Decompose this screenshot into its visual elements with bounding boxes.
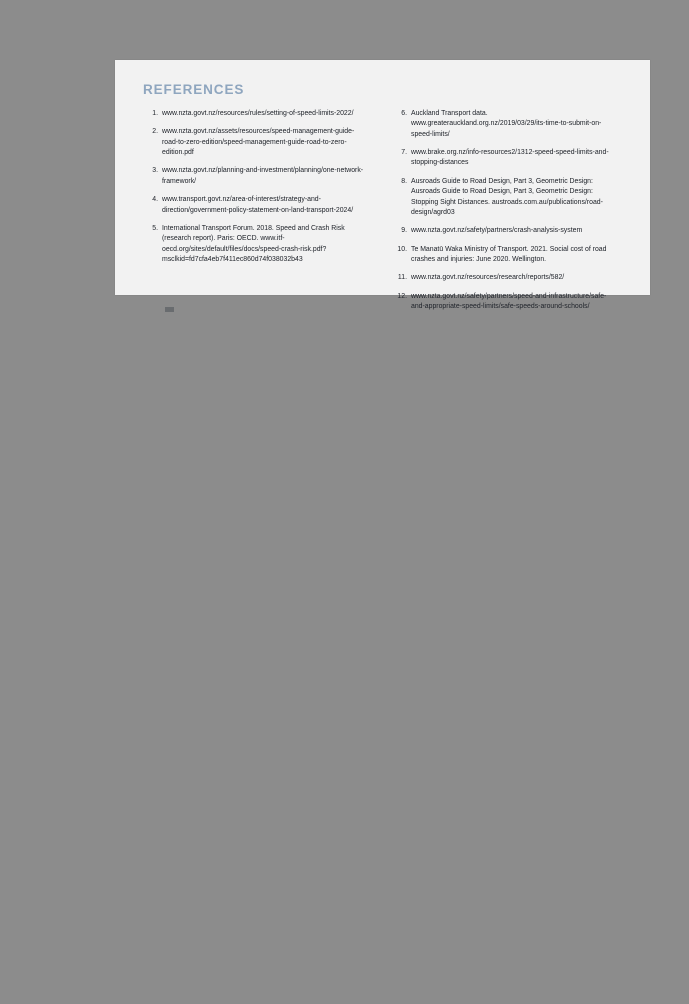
list-item [143,109,368,119]
references-columns [143,109,630,320]
reference-text: www.nzta.govt.nz/safety/partners/speed-and-infrastructure/safe-and-appropriate-speed-limits/safe-speeds-around-schools/ [411,292,607,311]
list-item [394,273,619,283]
reference-number: 11. [397,274,407,282]
reference-number: 12. [397,292,407,300]
references-page-card [115,60,650,311]
reference-list-left [143,109,368,265]
reference-text: Ausroads Guide to Road Design, Part 3, Geometric Design: Ausroads Guide to Road Design, Part 3, Geometric Design: Stopping Sight Distances. austroads.com.au/publications/road-design/agrd03 [411,177,603,216]
reference-text: www.brake.org.nz/info-resources2/1312-speed-speed-limits-and-stopping-distances [411,149,609,167]
reference-text: International Transport Forum. 2018. Speed and Crash Risk (research report). Paris: OECD. www.itf-oecd.org/sites/default/files/docs/speed-crash-risk.pdf?msclkid=fd7cfa4eb7f411ec860d74f038032b43 [162,224,345,263]
list-item [143,224,368,265]
reference-number: 6. [401,110,407,117]
list-item [394,245,619,266]
list-item [394,292,619,313]
references-column-left [143,109,368,320]
list-item [143,166,368,187]
page-title: REFERENCES [143,82,245,97]
page-artifact-mark [165,307,174,312]
reference-text: www.nzta.govt.nz/assets/resources/speed-management-guide-road-to-zero-edition/speed-management-guide-road-to-zero-edition.pdf [162,128,355,157]
reference-list-right [394,109,619,312]
reference-text: www.nzta.govt.nz/resources/rules/setting-of-speed-limits-2022/ [162,110,354,117]
references-column-right [394,109,619,320]
references-content [143,82,630,311]
reference-number: 3. [152,167,158,175]
reference-text: www.nzta.govt.nz/planning-and-investment/planning/one-network-framework/ [162,167,364,185]
list-item [394,226,619,236]
reference-text: www.nzta.govt.nz/resources/research/reports/582/ [411,274,565,282]
reference-number: 9. [401,227,407,235]
list-item [394,148,619,169]
reference-number: 8. [401,177,407,185]
reference-text: www.nzta.govt.nz/safety/partners/crash-analysis-system [411,227,583,235]
list-item [394,177,619,218]
reference-text: Auckland Transport data. www.greaterauckland.org.nz/2019/03/29/its-time-to-submit-on-speed-limits/ [411,110,602,138]
list-item [143,195,368,216]
list-item [143,127,368,158]
reference-text: Te Manatū Waka Ministry of Transport. 2021. Social cost of road crashes and injuries: June 2020. Wellington. [411,245,607,263]
reference-text: www.transport.govt.nz/area-of-interest/strategy-and-direction/government-policy-statement-on-land-transport-2024/ [162,196,354,214]
list-item [394,109,619,140]
reference-number: 7. [401,149,407,157]
reference-number: 10. [397,245,407,253]
reference-number: 5. [152,224,158,232]
reference-number: 2. [152,128,158,136]
reference-number: 1. [152,110,158,117]
reference-number: 4. [152,196,158,204]
